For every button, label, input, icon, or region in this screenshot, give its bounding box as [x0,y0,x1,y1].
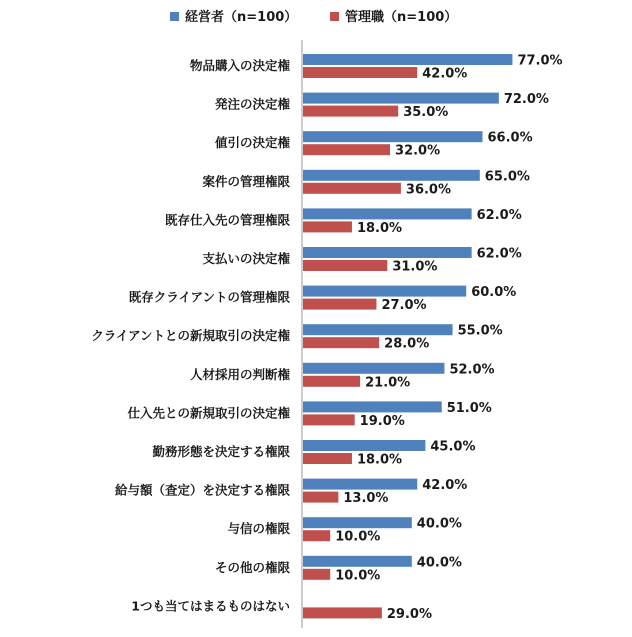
data-label: 35.0% [403,105,449,121]
data-label: 31.0% [392,259,438,275]
category-label: 支払いの決定権 [202,251,290,266]
bar-manager [303,221,352,232]
category-label: 人材採用の判断権 [189,366,290,382]
category-label: 与信の権限 [227,521,290,537]
bar-executive [303,401,442,412]
bar-executive [303,286,466,297]
bar-executive [303,247,472,258]
data-label: 28.0% [384,336,430,352]
bar-manager [303,530,330,541]
bar-manager [303,492,338,503]
data-label: 62.0% [476,246,522,262]
bar-manager [303,67,417,78]
data-label: 40.0% [416,516,462,532]
data-label: 55.0% [457,323,503,339]
bar-executive [303,170,480,181]
data-label: 51.0% [446,400,492,416]
data-label: 60.0% [471,285,517,301]
data-label: 36.0% [405,182,452,198]
bar-executive [303,208,472,219]
data-label: 10.0% [335,529,381,545]
data-label: 42.0% [422,478,468,494]
chart-legend [170,9,457,25]
legend-label-2: 管理職（n=100） [345,10,458,25]
category-label: 物品購入の決定権 [189,58,290,73]
category-label: 既存クライアントの管理権限 [128,289,290,305]
bar-manager [303,183,401,194]
legend-swatch-1 [170,12,179,21]
data-label: 18.0% [356,452,403,468]
bar-manager [303,144,390,155]
category-label: 発注の決定権 [214,96,290,112]
data-label: 40.0% [416,555,462,571]
bar-manager [303,414,355,425]
bar-executive [303,324,453,335]
data-label: 77.0% [517,53,563,69]
bar-manager [303,106,398,117]
category-label: その他の権限 [214,559,290,575]
bar-manager [303,453,352,464]
bar-manager [303,569,330,580]
data-label: 21.0% [365,375,411,391]
bar-executive [303,479,417,490]
data-label: 10.0% [335,568,381,584]
category-label: 1つも当てはまるものはない [131,598,290,614]
category-label: 案件の管理権限 [202,173,290,189]
bar-manager [303,299,376,310]
bar-manager [303,376,360,387]
data-label: 27.0% [381,298,427,314]
data-label: 19.0% [359,413,405,429]
category-label: クライアントとの新規取引の決定権 [91,328,290,344]
data-label: 42.0% [422,66,468,82]
data-label: 66.0% [487,130,533,146]
data-label: 72.0% [503,92,549,108]
bar-executive [303,93,499,104]
category-label: 給与額（査定）を決定する権限 [114,482,290,498]
data-label: 18.0% [356,220,403,236]
data-label: 65.0% [484,169,530,185]
data-label: 13.0% [343,491,389,507]
bar-manager [303,607,382,618]
bar-executive [303,363,444,374]
bar-executive [303,556,412,567]
data-label: 45.0% [430,439,476,455]
category-label: 値引の決定権 [214,135,290,151]
category-label: 仕入先との新規取引の決定権 [127,405,290,421]
legend-swatch-2 [330,12,339,21]
bar-executive [303,440,425,451]
bar-executive [303,517,412,528]
bar-manager [303,337,379,348]
data-label: 29.0% [386,606,432,622]
category-label: 勤務形態を決定する権限 [152,444,290,459]
legend-label-1: 経営者（n=100） [185,10,298,25]
bar-executive [303,54,512,65]
data-label: 52.0% [449,362,495,378]
data-label: 62.0% [476,207,522,223]
bar-executive [303,131,483,142]
bar-manager [303,260,387,271]
category-labels [91,58,290,613]
data-label: 32.0% [395,143,441,159]
category-label: 既存仕入先の管理権限 [164,212,290,228]
